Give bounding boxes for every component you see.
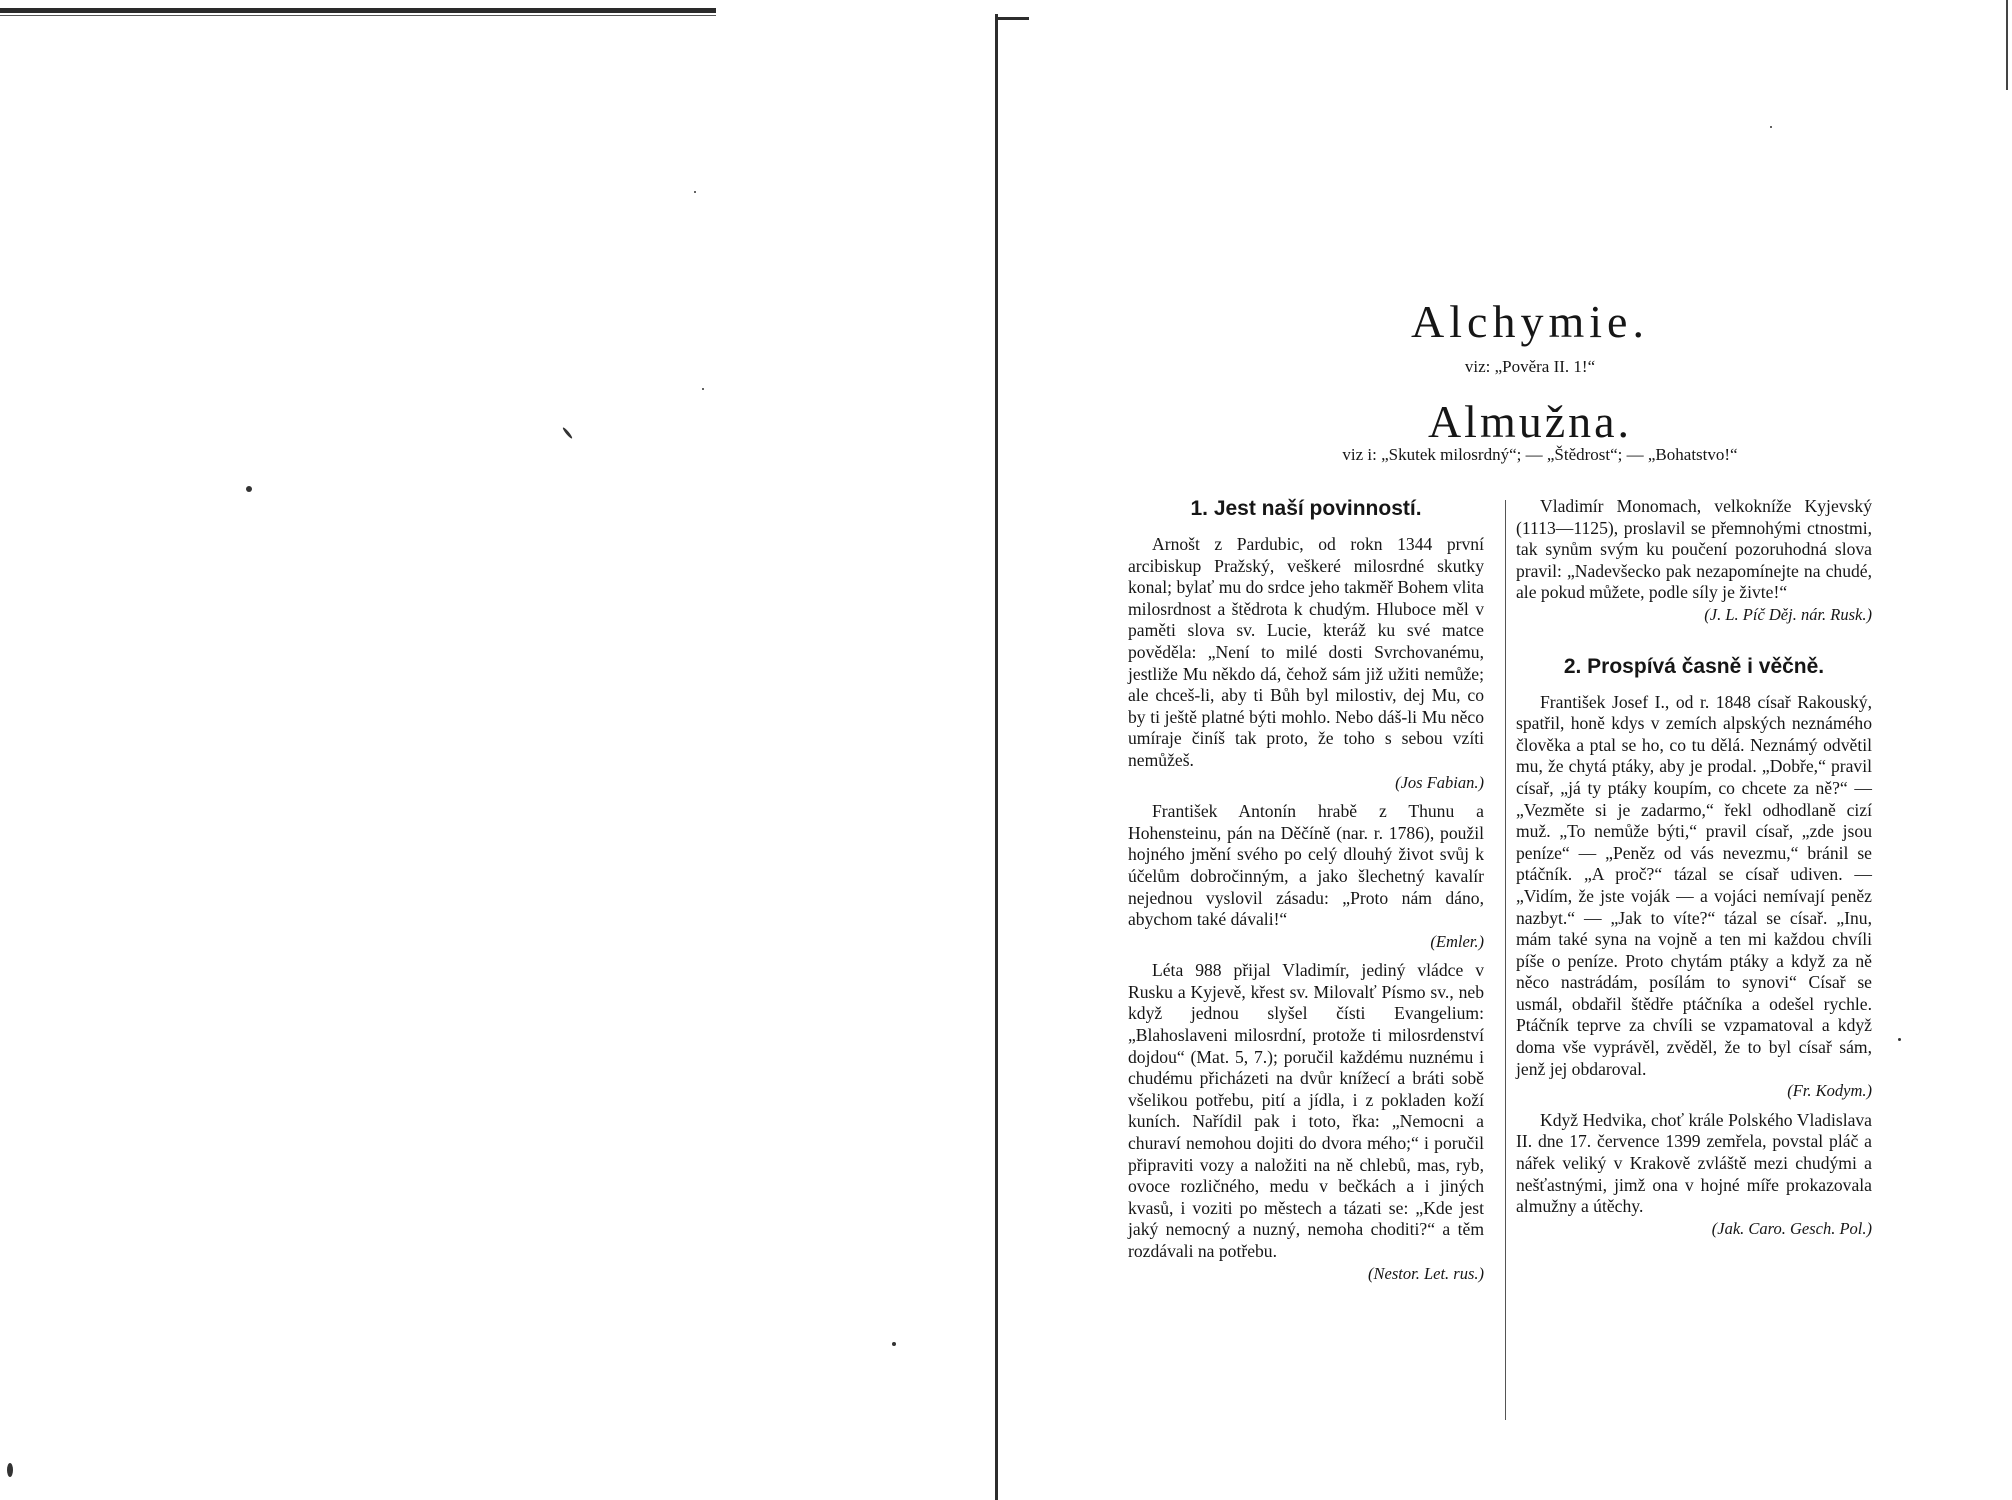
speck xyxy=(702,388,704,390)
paragraph-thun: František Antonín hrabě z Thunu a Hohensteinu, pán na Děčíně (nar. r. 1786), použil hojného jmění svého po celý dlouhý život svůj k účelům dobročinným, a jako šlechetný kavalír nejednou vyslovil zásadu: „Proto nám dáno, abychom také dávali!“ xyxy=(1128,801,1484,930)
top-rule-thin xyxy=(0,15,716,16)
page-gutter xyxy=(995,14,998,1500)
citation-pic: (J. L. Píč Děj. nár. Rusk.) xyxy=(1704,604,1872,624)
section-2-title: 2. Prospívá časně i věčně. xyxy=(1563,654,1825,678)
speck xyxy=(1898,1038,1901,1041)
section-1-title: 1. Jest naší povinností. xyxy=(1190,497,1422,520)
column-divider xyxy=(1505,500,1506,1420)
speck xyxy=(1770,126,1772,128)
heading-almuzna: Almužna. xyxy=(1427,396,1633,447)
heading-alchymie: Alchymie. xyxy=(1411,296,1649,347)
paragraph-vladimir: Léta 988 přijal Vladimír, jediný vládce v Rusku a Kyjevě, křest sv. Milovalť Písmo sv., neb když jednou slyšel čísti Evangelium: „Blahoslaveni milosrdní, protože ti milosrdenství dojdou“ (Mat. 5, 7.); poručil každému nuznému i chudému přicházeti na dvůr knížecí a bráti sobě všelikou potřebu, pití a jídla, i z pokladen koží kuních. Nařídil pak i toto, řka: „Nemocni a churaví nemohou dojiti do dvora mého;“ i poručil připraviti vozy a naložiti na ně chlebů, mas, ryb, ovoce rozličného, medu v bečkách a i jiných kvasů, i voziti po městech a tázati se: „Kde jest jaký nemocný a nuzný, nemoha choditi?“ a těm rozdávali na potřebu. xyxy=(1128,960,1484,1261)
citation-kodym: (Fr. Kodym.) xyxy=(1787,1081,1872,1101)
right-page-edge xyxy=(2006,0,2008,90)
top-rule xyxy=(0,8,716,13)
citation-nestor: (Nestor. Let. rus.) xyxy=(1368,1263,1484,1283)
right-column xyxy=(1516,496,1872,1239)
citation-fabian: (Jos Fabian.) xyxy=(1395,772,1484,792)
speck xyxy=(694,191,696,193)
paragraph-arnost: Arnošt z Pardubic, od rokn 1344 první arcibiskup Pražský, veškeré milosrdné skutky konal; bylať mu do srdce jeho takměř Bohem vlita milosrdnost a štědrota k chudým. Hluboce měl v paměti slova sv. Lucie, kteráž ku své matce pověděla: „Není to milé dosti Svrchovanému, jestliže Mu někdo dá, čehož sám již užiti nemůže; ale chceš-li, aby ti Bůh byl milostiv, dej Mu, co by ti ještě platné býti mohlo. Nebo dáš-li Mu něco umíraje činíš tak proto, že toho s sebou vzíti nemůžeš. xyxy=(1128,534,1484,770)
cross-reference-almuzna: viz i: „Skutek milosrdný“; — „Štědrost“; — „Bohatstvo!“ xyxy=(1342,445,1738,464)
speck xyxy=(892,1342,896,1346)
speck xyxy=(562,427,573,440)
paragraph-monomach: Vladimír Monomach, velkokníže Kyjevský (1113—1125), proslavil se přemnohými ctnostmi, tak synům svým ku poučení pozoruhodná slova pravil: „Nadevšecko pak nezapomínejte na chudé, ale pokud můžete, podle síly je živte!“ xyxy=(1516,496,1872,603)
citation-caro: (Jak. Caro. Gesch. Pol.) xyxy=(1711,1218,1872,1238)
left-column xyxy=(1128,496,1484,1284)
paragraph-hedvika: Když Hedvika, choť krále Polského Vladislava II. dne 17. července 1399 zemřela, povstal pláč a nářek veliký v Krakově zvláště mezi chudými a nešťastnými, jimž ona v hojné míře prokazovala almužny a útěchy. xyxy=(1516,1109,1872,1217)
paragraph-frantisek-josef: František Josef I., od r. 1848 císař Rakouský, spatřil, honě kdys v zemích alpských neznámého člověka a ptal se ho, co tu dělá. Neznámý odvětil mu, že chytá ptáky, aby je prodal. „Dobře,“ pravil císař, „já ty ptáky koupím, co chcete za ně?“ — „Vezměte si je zadarmo,“ řekl odhodlaně cizí muž. „To nemůže býti,“ pravil císař, „zde jsou peníze“ — „Peněz od vás nevezmu,“ bránil se ptáčník. „A proč?“ tázal se císař udiven. — „Vidím, že jste voják — a vojáci nemívají peněz nazbyt.“ — „Jak to víte?“ tázal se císař. „Inu, mám také syna na vojně a ten mi každou chvíli píše o peníze. Proto chytám ptáky a když za ně něco nastrádám, posílám to synovi“ Císař se usmál, obdařil štědře ptáčníka a odešel rychle. Ptáčník teprve za chvíli se vzpamatoval a když doma vše vyprávěl, zvěděl, že to byl císař sám, jenž jej obdaroval. xyxy=(1516,691,1872,1079)
cross-reference-alchymie: viz: „Pověra II. 1!“ xyxy=(1464,357,1596,376)
gutter-hook xyxy=(995,17,1029,20)
speck xyxy=(7,1463,13,1477)
speck xyxy=(246,486,252,492)
citation-emler: (Emler.) xyxy=(1430,931,1484,951)
